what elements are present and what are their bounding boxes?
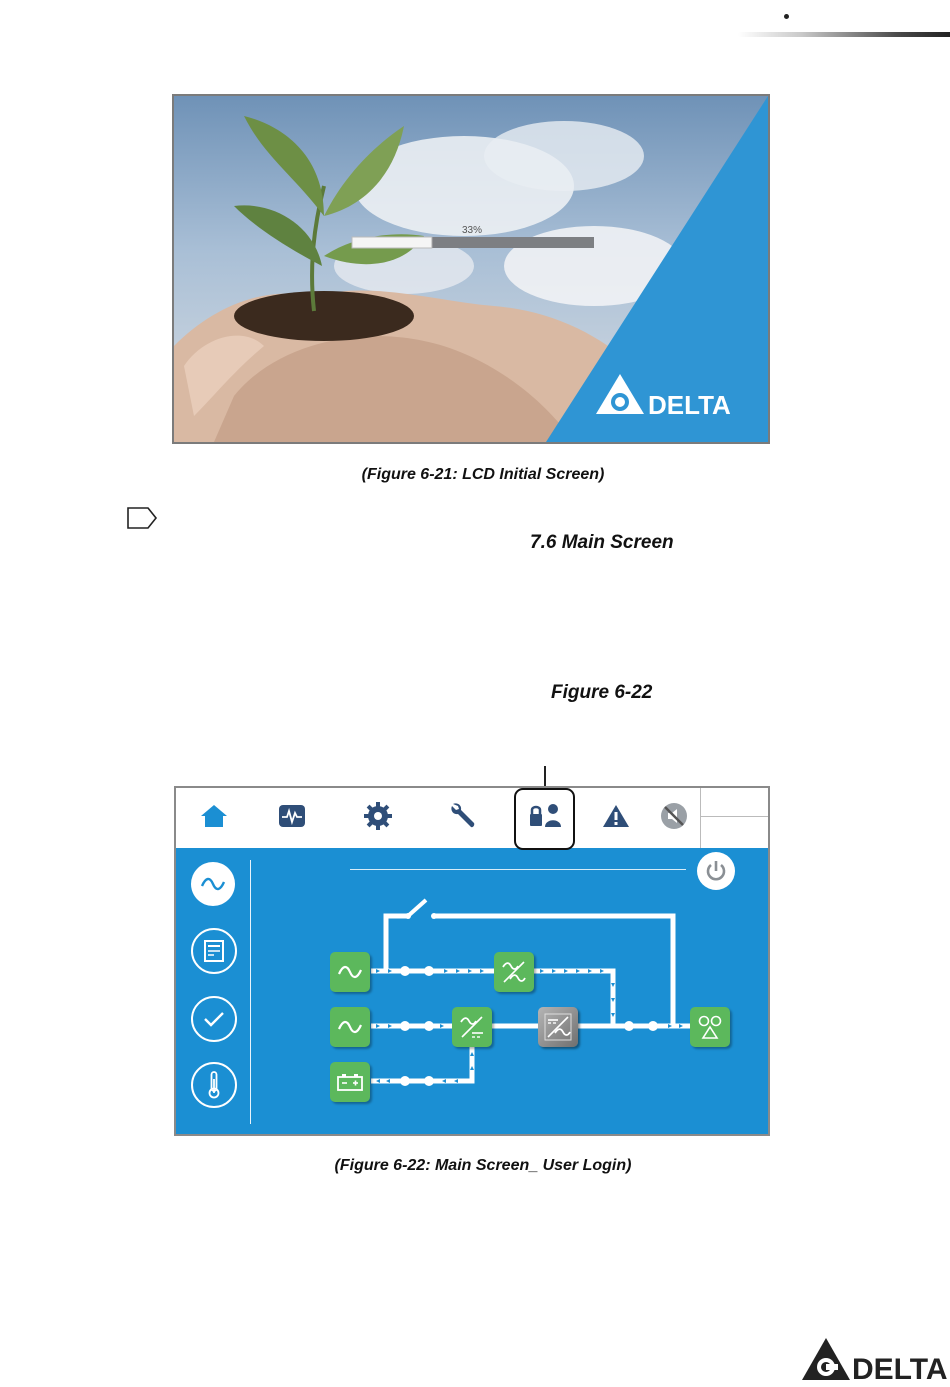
note-tag-icon <box>126 506 158 530</box>
section-reference: 7.6 Main Screen <box>530 532 674 553</box>
progress-label: 33% <box>461 225 483 236</box>
mute-icon[interactable] <box>654 796 694 836</box>
main-panel <box>176 848 768 1134</box>
home-icon[interactable] <box>194 796 234 836</box>
header-rule <box>738 32 950 37</box>
main-input-icon[interactable] <box>330 1007 370 1047</box>
footer-logo-text: DELTA <box>852 1353 948 1382</box>
figure-caption-6-22: (Figure 6-22: Main Screen_ User Login) <box>334 1157 632 1174</box>
toolbar <box>176 788 768 848</box>
monitor-waveform-icon[interactable] <box>272 796 312 836</box>
user-login-highlight <box>514 788 575 850</box>
inverter-icon[interactable] <box>538 1007 578 1047</box>
wrench-icon[interactable] <box>442 796 482 836</box>
battery-icon[interactable] <box>330 1062 370 1102</box>
footer-delta-logo <box>800 1336 948 1382</box>
power-flow-diagram <box>176 848 768 1134</box>
figure-reference: Figure 6-22 <box>551 682 653 703</box>
figure-main-screen <box>174 786 770 1136</box>
bypass-input-icon[interactable] <box>330 952 370 992</box>
rectifier-icon[interactable] <box>452 1007 492 1047</box>
status-panel <box>700 788 769 848</box>
static-switch-icon[interactable] <box>494 952 534 992</box>
progress-fill <box>352 237 432 248</box>
warning-icon[interactable] <box>596 796 636 836</box>
gear-icon[interactable] <box>358 796 398 836</box>
delta-logo-icon <box>800 1336 948 1382</box>
load-output-icon[interactable] <box>690 1007 730 1047</box>
logo-text: DELTA <box>648 390 731 420</box>
figure-lcd-initial-screen <box>172 94 770 444</box>
figure-caption-6-21: (Figure 6-21: LCD Initial Screen) <box>361 466 605 483</box>
header-dot <box>784 14 789 19</box>
initial-screen-image <box>174 96 768 442</box>
